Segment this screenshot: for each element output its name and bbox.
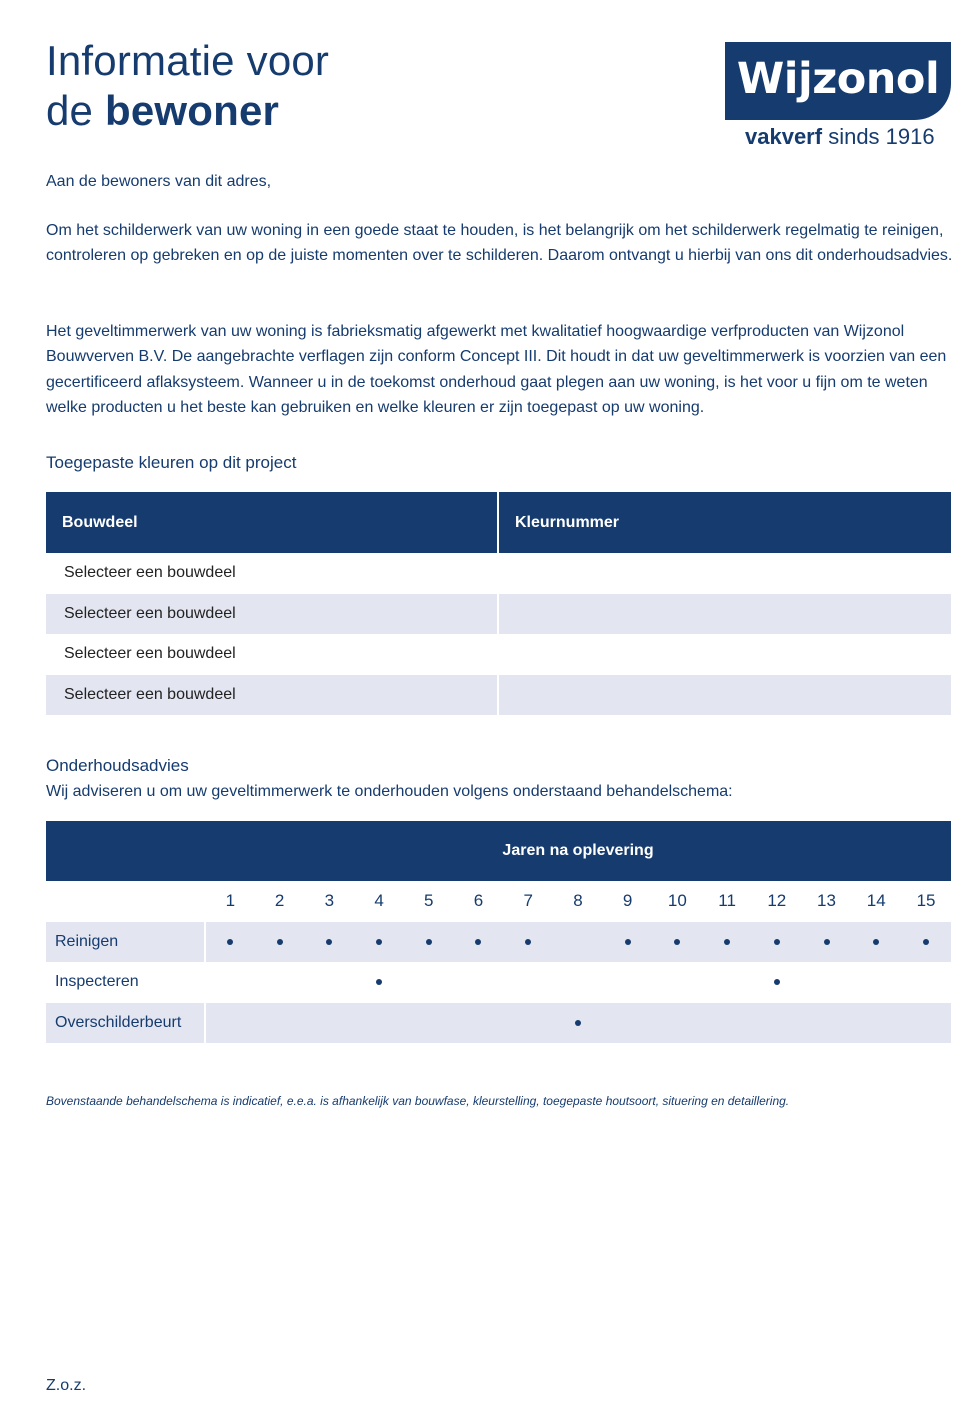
schedule-cell (255, 922, 305, 963)
activity-label: Inspecteren (46, 962, 205, 1003)
activity-label: Reinigen (46, 922, 205, 963)
schedule-cell (752, 1003, 802, 1044)
title-prefix: de (46, 87, 94, 134)
schedule-cell (404, 1003, 454, 1044)
year-label: 12 (767, 891, 787, 911)
year-label: 11 (718, 891, 736, 911)
header-bouwdeel: Bouwdeel (46, 492, 498, 553)
kleurnummer-field[interactable] (498, 675, 951, 716)
colors-heading: Toegepaste kleuren op dit project (46, 453, 297, 472)
year-label: 1 (225, 891, 236, 911)
tagline-bold: vakverf (745, 124, 823, 149)
activity-row (46, 1003, 951, 1044)
schedule-cell (851, 922, 901, 963)
intro-paragraph-2: Het geveltimmerwerk van uw woning is fabrieksmatig afgewerkt met kwalitatief hoogwaardige verfproducten van Wijzonol Bouwverven B.V. De aangebrachte verflagen zijn conform Concept III. Dit houdt in dat uw geveltimmerwerk is voorzien van een gecertificeerd aflaksysteem. Wanneer u in de toekomst onderhoud gaat plegen aan uw woning, is het voor u fijn om te weten welke producten u het beste kan gebruiken en welke kleuren er zijn toegepast op uw woning. (46, 323, 947, 416)
schedule-header (46, 821, 951, 881)
bouwdeel-select[interactable]: Selecteer een bouwdeel (46, 675, 498, 716)
schedule-cell (205, 1003, 255, 1044)
bouwdeel-select[interactable]: Selecteer een bouwdeel (46, 553, 498, 594)
schedule-cell (404, 922, 454, 963)
bullet-icon (724, 939, 730, 945)
bullet-icon (923, 939, 929, 945)
bullet-icon (774, 939, 780, 945)
table-row (46, 675, 951, 716)
table-row (46, 594, 951, 635)
bouwdeel-select[interactable]: Selecteer een bouwdeel (46, 634, 498, 675)
years-after-delivery-heading: Jaren na oplevering (205, 821, 951, 881)
kleurnummer-field[interactable] (498, 594, 951, 635)
schedule-cell (653, 1003, 703, 1044)
years-row (46, 881, 951, 922)
maintenance-heading: Onderhoudsadvies (46, 756, 189, 775)
schedule-cell (702, 962, 752, 1003)
bullet-icon (426, 939, 432, 945)
table-row (46, 553, 951, 594)
colors-table (46, 492, 951, 715)
bullet-icon (674, 939, 680, 945)
schedule-cell (851, 1003, 901, 1044)
colors-table-header (46, 492, 951, 553)
table-row (46, 634, 951, 675)
bullet-icon (475, 939, 481, 945)
schedule-cell (304, 922, 354, 963)
year-label: 3 (324, 891, 335, 911)
schedule-cell (752, 922, 802, 963)
bullet-icon (774, 979, 780, 985)
schedule-cell (255, 962, 305, 1003)
year-label: 6 (473, 891, 484, 911)
year-label: 10 (667, 891, 687, 911)
year-label: 9 (622, 891, 633, 911)
year-label: 5 (424, 891, 434, 911)
schedule-cell (503, 1003, 553, 1044)
schedule-cell (354, 962, 404, 1003)
schedule-cell (603, 1003, 653, 1044)
schedule-cell (553, 922, 603, 963)
schedule-cell (503, 962, 553, 1003)
years-row-spacer (46, 881, 205, 922)
title-line-1: Informatie voor (46, 37, 330, 84)
schedule-cell (404, 962, 454, 1003)
schedule-cell (503, 922, 553, 963)
schedule-cell (553, 1003, 603, 1044)
tagline-rest: sinds 1916 (828, 124, 935, 149)
year-label: 13 (817, 891, 836, 911)
title-bold: bewoner (105, 87, 280, 134)
activity-row (46, 922, 951, 963)
kleurnummer-field[interactable] (498, 553, 951, 594)
logo-text: Wijzonol (736, 54, 940, 104)
activity-row (46, 962, 951, 1003)
schedule-header-spacer (46, 821, 205, 881)
year-label: 8 (573, 891, 583, 911)
schedule-cell (354, 922, 404, 963)
schedule-cell (454, 922, 504, 963)
schedule-cell (454, 962, 504, 1003)
schedule-cell (802, 1003, 852, 1044)
bullet-icon (376, 979, 382, 985)
schedule-cell (802, 922, 852, 963)
schedule-cell (205, 962, 255, 1003)
schedule-cell (603, 962, 653, 1003)
bullet-icon (525, 939, 531, 945)
schedule-cell (553, 962, 603, 1003)
year-label: 7 (523, 891, 533, 911)
schedule-cell (653, 962, 703, 1003)
schedule-cell (851, 962, 901, 1003)
schedule-cell (454, 1003, 504, 1044)
schedule-cell (901, 962, 951, 1003)
header-kleurnummer: Kleurnummer (498, 492, 951, 553)
bullet-icon (873, 939, 879, 945)
schedule-cell (205, 922, 255, 963)
schedule-cell (702, 1003, 752, 1044)
maintenance-intro: Wij adviseren u om uw geveltimmerwerk te onderhouden volgens onderstaand behandelschema: (46, 783, 733, 800)
schedule-cell (802, 962, 852, 1003)
year-label: 4 (374, 891, 384, 911)
kleurnummer-field[interactable] (498, 634, 951, 675)
turn-over-note: Z.o.z. (46, 1377, 87, 1394)
year-label: 14 (866, 891, 886, 911)
schedule-cell (304, 1003, 354, 1044)
schedule-note: Bovenstaande behandelschema is indicatief, e.e.a. is afhankelijk van bouwfase, kleurstelling, toegepaste houtsoort, situering en detaillering. (46, 1094, 790, 1108)
page-title (46, 36, 329, 136)
bullet-icon (824, 939, 830, 945)
schedule-cell (653, 922, 703, 963)
schedule-cell (603, 922, 653, 963)
schedule-cell (255, 1003, 305, 1044)
schedule-cell (304, 962, 354, 1003)
salutation: Aan de bewoners van dit adres, (46, 173, 272, 190)
year-label: 15 (916, 891, 936, 911)
schedule-cell (901, 922, 951, 963)
schedule-cell (901, 1003, 951, 1044)
intro-paragraph-1: Om het schilderwerk van uw woning in een goede staat te houden, is het belangrijk om het schilderwerk regelmatig te reinigen, controleren op gebreken en op de juiste momenten over te schilderen. Daarom ontvangt u hierbij van ons dit onderhoudsadvies. (46, 222, 953, 265)
bullet-icon (575, 1020, 581, 1026)
bullet-icon (277, 939, 283, 945)
bullet-icon (326, 939, 332, 945)
bouwdeel-select[interactable]: Selecteer een bouwdeel (46, 594, 498, 635)
schedule-cell (354, 1003, 404, 1044)
schedule-cell (752, 962, 802, 1003)
wijzonol-logo (725, 42, 951, 120)
maintenance-schedule-table (46, 821, 951, 1043)
schedule-cell (702, 922, 752, 963)
bullet-icon (376, 939, 382, 945)
logo-tagline (745, 124, 935, 150)
bullet-icon (625, 939, 631, 945)
bullet-icon (227, 939, 233, 945)
activity-label: Overschilderbeurt (46, 1003, 205, 1044)
year-label: 2 (274, 891, 285, 911)
